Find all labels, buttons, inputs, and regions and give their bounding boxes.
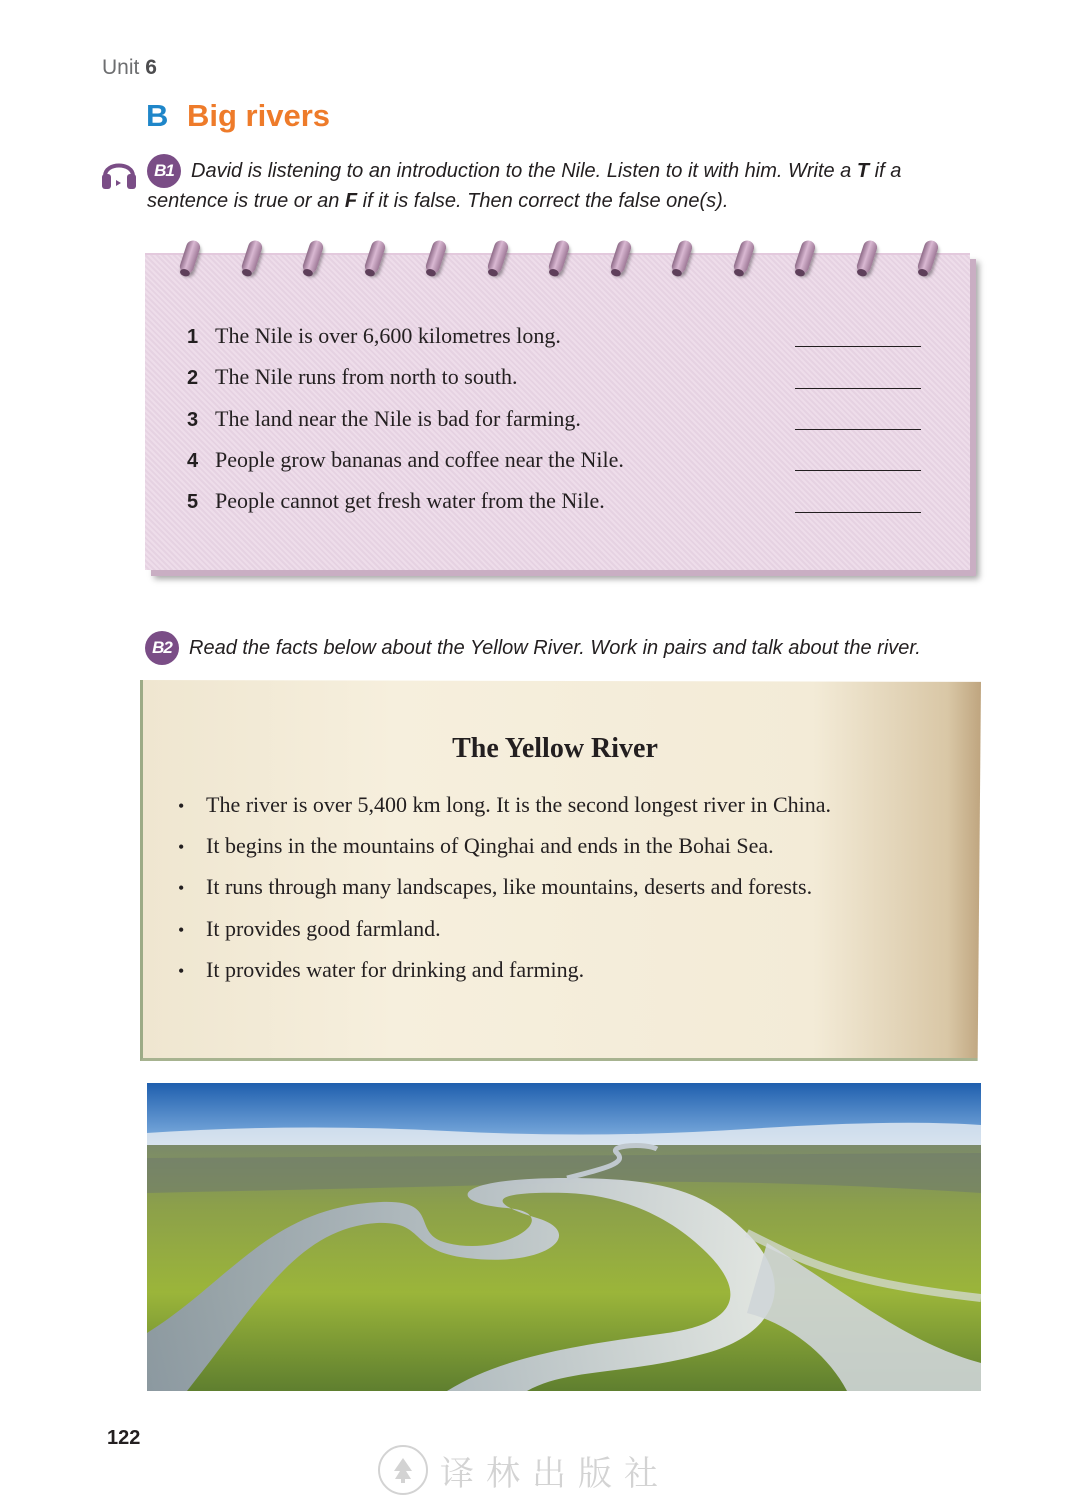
unit-word: Unit <box>102 56 140 79</box>
b1-badge: B1 <box>147 154 181 188</box>
statement-text: The Nile is over 6,600 kilometres long. <box>215 323 561 348</box>
b2-badge: B2 <box>145 631 179 665</box>
yellow-river-photo <box>147 1083 981 1391</box>
statement-number: 4 <box>187 450 199 472</box>
publisher-logo-icon <box>378 1445 428 1495</box>
bullet-icon: • <box>178 837 185 857</box>
statement-text: The land near the Nile is bad for farming. <box>215 406 581 431</box>
fact-text: The river is over 5,400 km long. It is the second longest river in China. <box>206 792 832 817</box>
statement-text: People grow bananas and coffee near the Nile. <box>215 447 624 472</box>
bullet-icon: • <box>178 796 185 816</box>
fact-item-5 <box>178 957 584 983</box>
answer-blank-2[interactable] <box>795 388 921 389</box>
section-title: Big rivers <box>187 98 331 133</box>
b1-instruction-line2 <box>147 186 947 216</box>
statement-1 <box>187 323 561 349</box>
statement-number: 3 <box>187 409 199 431</box>
statement-text: The Nile runs from north to south. <box>215 364 518 389</box>
section-letter: B <box>146 98 169 133</box>
b1-instruction-f: F <box>344 190 358 212</box>
fact-text: It provides water for drinking and farming. <box>206 957 585 982</box>
statement-number: 2 <box>187 367 199 389</box>
fact-item-1 <box>178 792 831 818</box>
answer-blank-5[interactable] <box>795 512 921 513</box>
answer-blank-1[interactable] <box>795 346 921 347</box>
bullet-icon: • <box>178 878 185 898</box>
fact-text: It begins in the mountains of Qinghai and ends in the Bohai Sea. <box>206 833 774 858</box>
unit-number: 6 <box>145 56 157 79</box>
fact-item-4 <box>178 916 441 942</box>
headphones-icon[interactable] <box>100 152 138 192</box>
b1-instruction-text: David is listening to an introduction to the Nile. Listen to it with him. Write a <box>191 160 857 182</box>
b1-instruction-text-end: if a <box>869 160 902 182</box>
fact-item-3 <box>178 874 812 900</box>
bullet-icon: • <box>178 961 185 981</box>
b1-instruction-text-2a: sentence is true or an <box>147 190 345 212</box>
answer-blank-3[interactable] <box>795 429 921 430</box>
b1-instruction-t: T <box>856 160 870 182</box>
statement-5 <box>187 488 605 514</box>
answer-blank-4[interactable] <box>795 470 921 471</box>
bullet-icon: • <box>178 920 185 940</box>
statement-3 <box>187 406 581 432</box>
yellow-river-title: The Yellow River <box>452 733 658 764</box>
statement-number: 5 <box>187 491 199 513</box>
publisher-watermark <box>378 1444 698 1496</box>
b1-instruction-line1 <box>191 156 971 186</box>
page-number: 122 <box>107 1427 141 1449</box>
statement-text: People cannot get fresh water from the Nile. <box>215 488 605 513</box>
unit-label <box>102 56 157 80</box>
fact-text: It runs through many landscapes, like mountains, deserts and forests. <box>206 874 813 899</box>
statement-2 <box>187 364 517 390</box>
b1-instruction-text-2b: if it is false. Then correct the false one(s). <box>357 190 729 212</box>
fact-item-2 <box>178 833 774 859</box>
publisher-name: 译林出版社 <box>440 1453 670 1494</box>
b2-instruction: Read the facts below about the Yellow River. Work in pairs and talk about the river. <box>189 637 921 659</box>
statement-number: 1 <box>187 326 199 348</box>
fact-text: It provides good farmland. <box>206 916 441 941</box>
statement-4 <box>187 447 624 473</box>
